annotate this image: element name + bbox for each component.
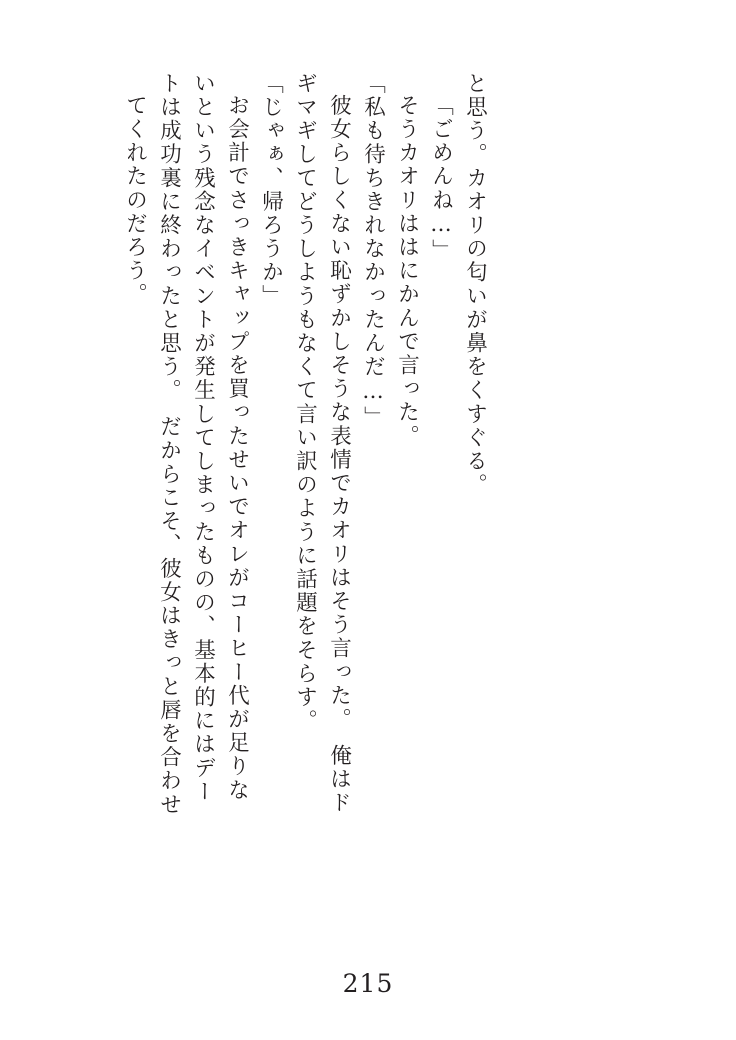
text-column: お会計でさっきキャップを買ったせいでオレがコーヒー代が足りな bbox=[224, 94, 250, 802]
text-column: 彼女らしくない恥ずかしそうな表情でカオリはそう言った。 俺はド bbox=[326, 94, 352, 815]
text-column: いという残念なイベントが発生してしまったものの、基本的にはデー bbox=[190, 72, 216, 804]
page-number: 215 bbox=[342, 969, 394, 998]
text-column: 「ごめんね…」 bbox=[428, 94, 454, 263]
text-column: 「私も待ちきれなかったんだ…」 bbox=[360, 72, 386, 430]
text-column: そうカオリははにかんで言った。 bbox=[394, 94, 420, 448]
vertical-text-block bbox=[124, 72, 684, 952]
text-column: トは成功裏に終わったと思う。 だからこそ、彼女はきっと唇を合わせ bbox=[156, 72, 182, 817]
text-column: てくれたのだろう。 bbox=[122, 94, 148, 307]
text-column: と思う。カオリの匂いが鼻をくすぐる。 bbox=[462, 72, 488, 497]
text-column: 「じゃぁ、帰ろうか」 bbox=[258, 72, 284, 308]
text-column: ギマギしてどうしようもなくて言い訳のように話題をそらす。 bbox=[292, 72, 318, 733]
